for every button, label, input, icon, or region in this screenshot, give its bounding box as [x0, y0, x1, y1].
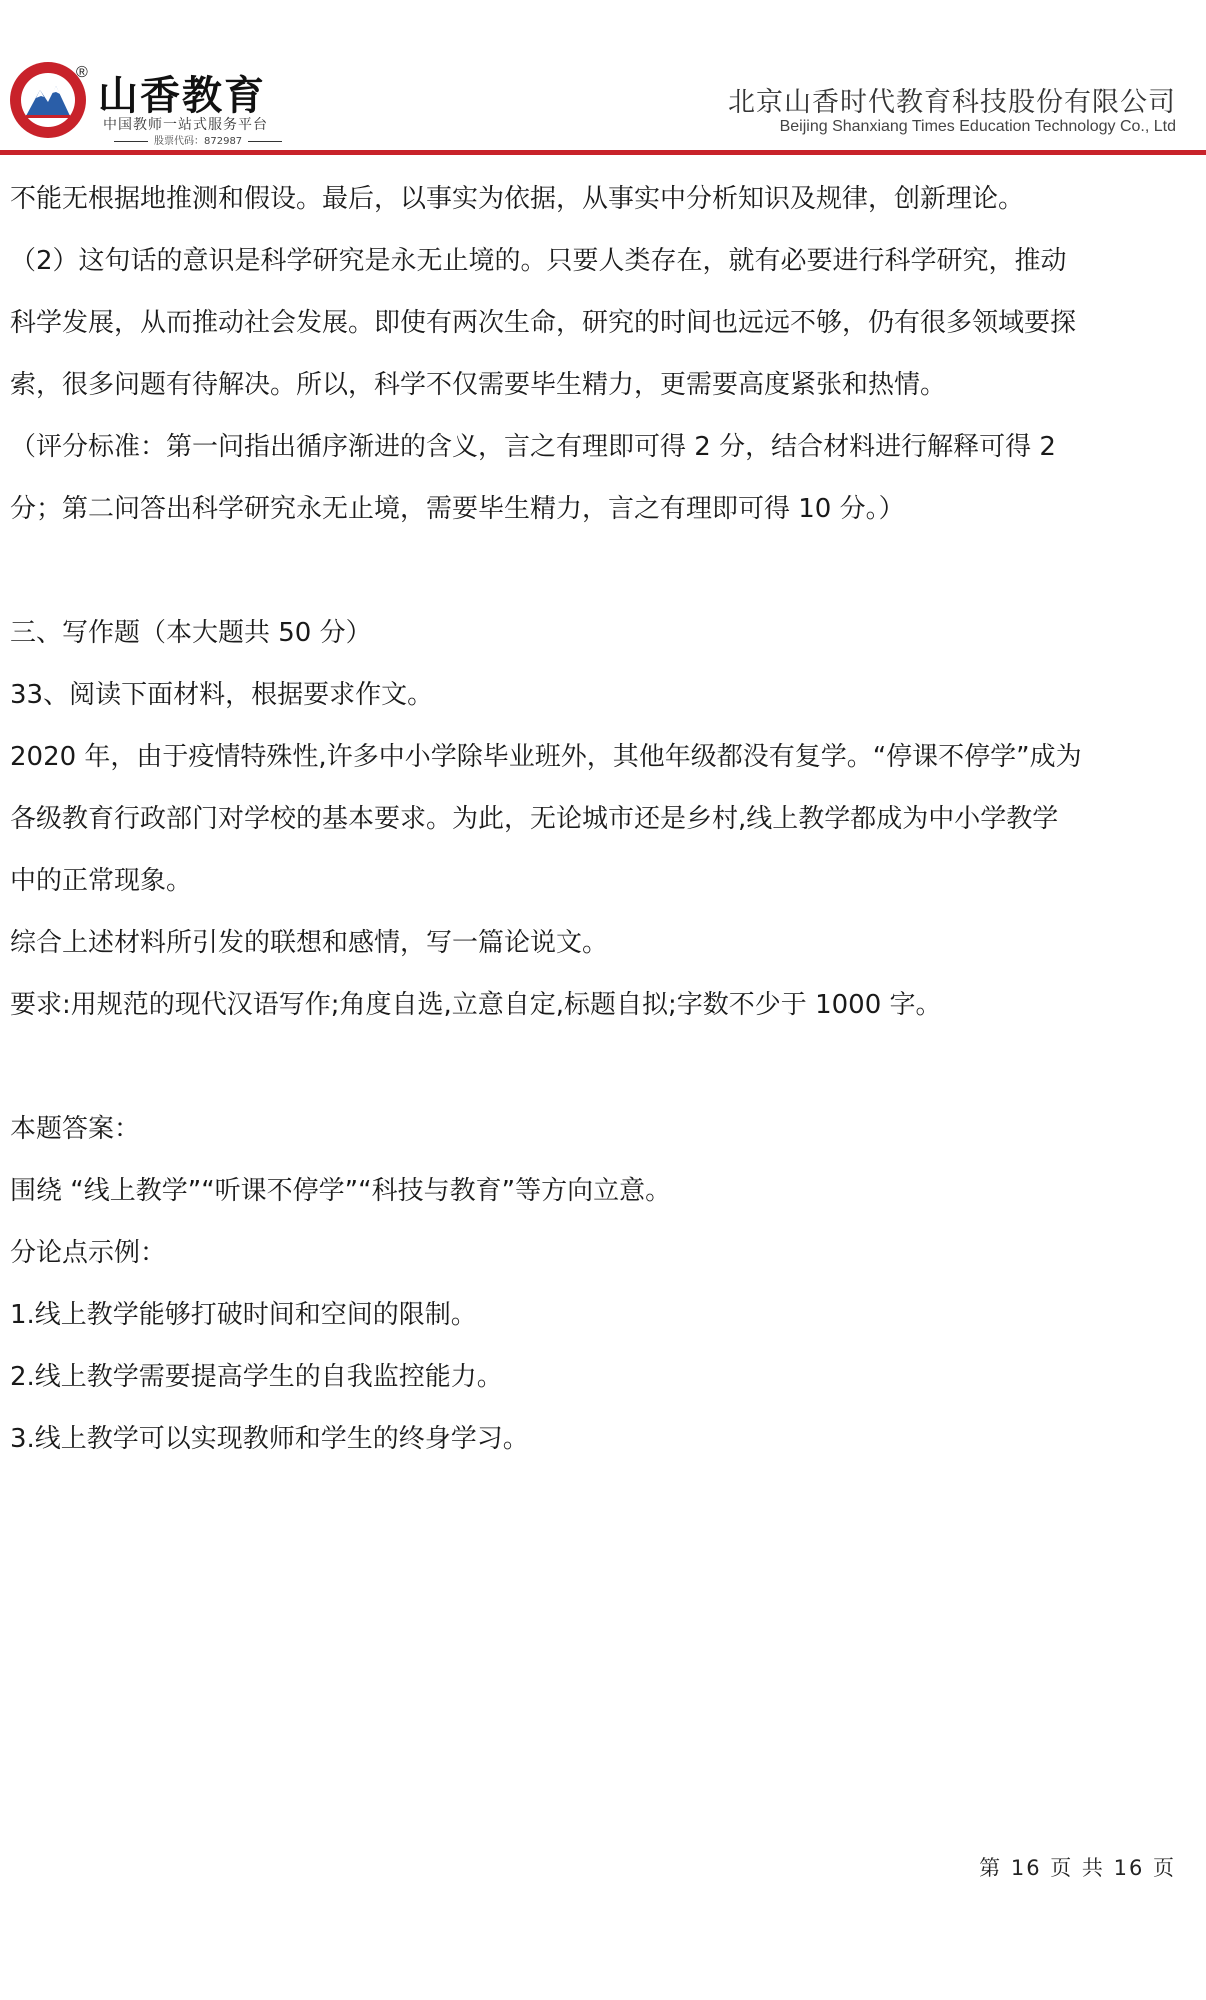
document-body [10, 168, 1190, 1470]
scoring-note-line: （评分标准：第一问指出循序渐进的含义，言之有理即可得 2 分，结合材料进行解释可得 2 [10, 432, 1056, 462]
sub-point-item: 1.线上教学能够打破时间和空间的限制。 [10, 1300, 477, 1330]
header-divider [0, 150, 1206, 155]
section-title: 三、写作题（本大题共 50 分） [10, 618, 372, 648]
text-line: 索，很多问题有待解决。所以，科学不仅需要毕生精力，更需要高度紧张和热情。 [10, 370, 947, 400]
text-line: 不能无根据地推测和假设。最后，以事实为依据，从事实中分析知识及规律，创新理论。 [10, 184, 1025, 214]
company-name-cn: 北京山香时代教育科技股份有限公司 [728, 87, 1176, 118]
brand-slogan: 中国教师一站式服务平台 [103, 117, 268, 133]
text-line: 科学发展，从而推动社会发展。即使有两次生命，研究的时间也远远不够，仍有很多领域要探 [10, 308, 1077, 338]
text-line: （2）这句话的意识是科学研究是永无止境的。只要人类存在，就有必要进行科学研究，推动 [10, 246, 1067, 276]
answer-direction: 围绕 “线上教学”“听课不停学”“科技与教育”等方向立意。 [10, 1176, 672, 1206]
stock-code: 股票代码：872987 [108, 132, 288, 147]
material-line: 各级教育行政部门对学校的基本要求。为此，无论城市还是乡村,线上教学都成为中小学教学 [10, 804, 1059, 834]
answer-label: 本题答案： [10, 1114, 141, 1144]
sub-points-label: 分论点示例： [10, 1238, 167, 1268]
writing-prompt: 综合上述材料所引发的联想和感情，写一篇论说文。 [10, 928, 609, 958]
company-name-en: Beijing Shanxiang Times Education Technology Co., Ltd [779, 118, 1176, 135]
registered-mark: ® [76, 64, 88, 81]
sub-point-item: 2.线上教学需要提高学生的自我监控能力。 [10, 1362, 503, 1392]
page-number: 第 16 页 共 16 页 [979, 1856, 1176, 1880]
sub-point-item: 3.线上教学可以实现教师和学生的终身学习。 [10, 1424, 529, 1454]
material-line: 2020 年，由于疫情特殊性,许多中小学除毕业班外，其他年级都没有复学。“停课不停学”成为 [10, 742, 1082, 772]
blank-line [10, 1036, 1190, 1098]
material-line: 中的正常现象。 [10, 866, 193, 896]
scoring-note-line: 分；第二问答出科学研究永无止境，需要毕生精力，言之有理即可得 10 分。） [10, 494, 905, 524]
question-33: 33、阅读下面材料，根据要求作文。 [10, 680, 434, 710]
brand-logo [8, 60, 308, 145]
brand-name: 山香教育 [98, 73, 266, 119]
blank-line [10, 540, 1190, 602]
page-header [0, 0, 1206, 155]
writing-requirements: 要求:用规范的现代汉语写作;角度自选,立意自定,标题自拟;字数不少于 1000 字。 [10, 990, 942, 1020]
